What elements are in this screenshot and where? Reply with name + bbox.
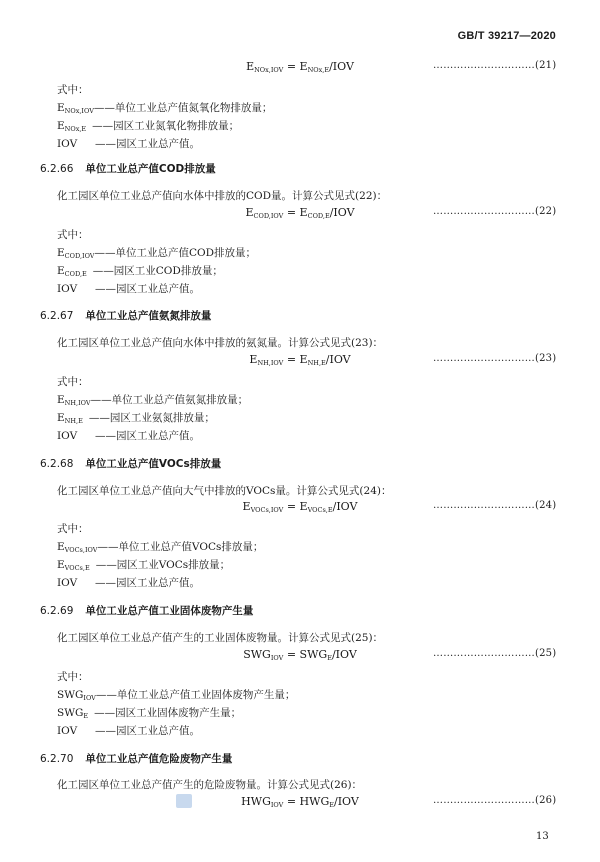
equation-26 bbox=[0, 795, 600, 811]
legend-symbol: IOV bbox=[57, 430, 78, 442]
legend-symbol: IOV bbox=[57, 725, 78, 737]
section-number: 6.2.70 bbox=[40, 753, 74, 765]
legend-subscript: NH,E bbox=[64, 417, 83, 425]
where-label: 式中： bbox=[57, 229, 89, 241]
legend-text: ——单位工业总产值氮氧化物排放量； bbox=[93, 102, 273, 114]
formula-rhs-subscript: NOx,E bbox=[307, 66, 330, 74]
formula-divisor: /IOV bbox=[329, 206, 355, 219]
paragraph: 化工园区单位工业总产值产生的危险废物量。计算公式见式(26)： bbox=[57, 779, 363, 791]
legend-subscript: VOCs,IOV bbox=[64, 546, 98, 554]
legend-text: ——园区工业氨氮排放量； bbox=[88, 412, 215, 424]
legend-subscript: COD,E bbox=[64, 270, 87, 278]
legend-symbol: SWG bbox=[57, 707, 84, 719]
formula-lhs-subscript: COD,IOV bbox=[253, 212, 284, 220]
equation-21 bbox=[0, 60, 600, 76]
legend-text: ——园区工业总产值。 bbox=[95, 283, 200, 295]
section-heading-6-2-67 bbox=[40, 308, 211, 323]
paragraph: 化工园区单位工业总产值向大气中排放的VOCs量。计算公式见式(24)： bbox=[57, 485, 392, 497]
formula-divisor: /IOV bbox=[325, 353, 351, 366]
section-number: 6.2.67 bbox=[40, 310, 74, 322]
section-number: 6.2.68 bbox=[40, 458, 74, 470]
formula-lhs: E bbox=[242, 500, 251, 513]
legend-symbol: IOV bbox=[57, 577, 78, 589]
legend-text: ——园区工业总产值。 bbox=[95, 430, 200, 442]
legend-item bbox=[57, 575, 200, 590]
legend-text: ——园区工业总产值。 bbox=[95, 138, 200, 150]
legend-item bbox=[57, 281, 200, 296]
formula-lhs: E bbox=[245, 206, 254, 219]
page-number: 13 bbox=[536, 831, 549, 842]
paragraph: 化工园区单位工业总产值向水体中排放的氨氮量。计算公式见式(23)： bbox=[57, 337, 384, 349]
legend-item bbox=[57, 410, 215, 425]
section-heading-6-2-68 bbox=[40, 456, 221, 471]
legend-text: ——单位工业总产值COD排放量； bbox=[94, 247, 257, 259]
equation-number: …………………………(21) bbox=[433, 60, 557, 71]
section-heading-6-2-66 bbox=[40, 161, 216, 176]
formula-divisor: /IOV bbox=[331, 648, 357, 661]
legend-symbol: E bbox=[57, 247, 65, 259]
legend-subscript: NOx,E bbox=[64, 125, 87, 133]
equation-number: …………………………(25) bbox=[433, 648, 557, 659]
equation-24 bbox=[0, 500, 600, 516]
formula-lhs: E bbox=[249, 353, 258, 366]
formula-lhs-subscript: VOCs,IOV bbox=[250, 506, 284, 514]
section-number: 6.2.69 bbox=[40, 605, 74, 617]
legend-symbol: SWG bbox=[57, 689, 84, 701]
watermark-stamp bbox=[176, 794, 192, 808]
formula-rhs: = SWG bbox=[283, 648, 328, 661]
legend-subscript: E bbox=[83, 712, 89, 720]
equation-22 bbox=[0, 206, 600, 222]
formula-rhs-subscript: NH,E bbox=[307, 359, 326, 367]
section-title: 单位工业总产值氨氮排放量 bbox=[85, 310, 212, 322]
page-header: GB/T 39217—2020 bbox=[457, 30, 556, 42]
legend-item bbox=[57, 136, 200, 151]
section-title: 单位工业总产值VOCs排放量 bbox=[85, 458, 222, 470]
formula-lhs-subscript: IOV bbox=[270, 801, 284, 809]
legend-subscript: IOV bbox=[83, 694, 96, 702]
section-title: 单位工业总产值危险废物产生量 bbox=[85, 753, 233, 765]
formula-divisor: /IOV bbox=[332, 500, 358, 513]
where-label: 式中： bbox=[57, 84, 89, 96]
equation-number: …………………………(24) bbox=[433, 500, 557, 511]
legend-text: ——园区工业总产值。 bbox=[95, 577, 200, 589]
formula-divisor: /IOV bbox=[329, 60, 354, 73]
legend-symbol: E bbox=[57, 559, 65, 571]
section-heading-6-2-70 bbox=[40, 751, 232, 766]
formula-rhs-subscript: E bbox=[329, 801, 334, 809]
legend-item bbox=[57, 392, 248, 407]
section-number: 6.2.66 bbox=[40, 163, 74, 175]
legend-subscript: NH,IOV bbox=[64, 399, 91, 407]
legend-item bbox=[57, 428, 200, 443]
legend-symbol: E bbox=[57, 394, 65, 406]
legend-item bbox=[57, 118, 239, 133]
legend-subscript: NOx,IOV bbox=[64, 107, 94, 115]
legend-subscript: COD,IOV bbox=[64, 252, 95, 260]
section-heading-6-2-69 bbox=[40, 603, 253, 618]
formula-divisor: /IOV bbox=[334, 795, 359, 808]
section-title: 单位工业总产值COD排放量 bbox=[85, 163, 216, 175]
legend-item bbox=[57, 705, 241, 720]
legend-text: ——园区工业总产值。 bbox=[95, 725, 200, 737]
legend-symbol: E bbox=[57, 120, 65, 132]
legend-text: ——园区工业固体废物产生量； bbox=[94, 707, 242, 719]
formula-rhs-subscript: COD,E bbox=[307, 212, 330, 220]
formula-lhs-subscript: NOx,IOV bbox=[254, 66, 284, 74]
equation-number: …………………………(23) bbox=[433, 353, 557, 364]
where-label: 式中： bbox=[57, 523, 89, 535]
legend-text: ——园区工业氮氧化物排放量； bbox=[92, 120, 240, 132]
formula-lhs-subscript: NH,IOV bbox=[257, 359, 284, 367]
legend-text: ——单位工业总产值VOCs排放量； bbox=[97, 541, 264, 553]
equation-23 bbox=[0, 353, 600, 369]
formula-lhs: E bbox=[246, 60, 255, 73]
legend-text: ——单位工业总产值工业固体废物产生量； bbox=[95, 689, 296, 701]
formula-rhs: = E bbox=[283, 500, 308, 513]
where-label: 式中： bbox=[57, 376, 89, 388]
paragraph: 化工园区单位工业总产值产生的工业固体废物量。计算公式见式(25)： bbox=[57, 632, 384, 644]
legend-item bbox=[57, 687, 295, 702]
legend-symbol: IOV bbox=[57, 283, 78, 295]
legend-text: ——园区工业VOCs排放量； bbox=[95, 559, 231, 571]
formula-rhs: = E bbox=[283, 353, 308, 366]
formula-rhs: = E bbox=[283, 206, 308, 219]
equation-number: …………………………(22) bbox=[433, 206, 557, 217]
formula-rhs: = HWG bbox=[283, 795, 330, 808]
legend-subscript: VOCs,E bbox=[64, 564, 90, 572]
formula-lhs: HWG bbox=[241, 795, 271, 808]
formula-rhs: = E bbox=[283, 60, 308, 73]
section-title: 单位工业总产值工业固体废物产生量 bbox=[85, 605, 254, 617]
legend-item bbox=[57, 263, 223, 278]
formula-rhs-subscript: VOCs,E bbox=[307, 506, 333, 514]
legend-item bbox=[57, 245, 256, 260]
legend-text: ——园区工业COD排放量； bbox=[92, 265, 223, 277]
legend-symbol: E bbox=[57, 265, 65, 277]
formula-lhs-subscript: IOV bbox=[270, 654, 284, 662]
legend-text: ——单位工业总产值氨氮排放量； bbox=[90, 394, 249, 406]
equation-number: …………………………(26) bbox=[433, 795, 557, 806]
formula-lhs: SWG bbox=[243, 648, 271, 661]
where-label: 式中： bbox=[57, 671, 89, 683]
legend-item bbox=[57, 557, 230, 572]
legend-item bbox=[57, 539, 263, 554]
equation-25 bbox=[0, 648, 600, 664]
legend-symbol: E bbox=[57, 102, 65, 114]
formula-rhs-subscript: E bbox=[327, 654, 332, 662]
legend-symbol: E bbox=[57, 412, 65, 424]
legend-item bbox=[57, 723, 200, 738]
paragraph: 化工园区单位工业总产值向水体中排放的COD量。计算公式见式(22)： bbox=[57, 190, 388, 202]
legend-item bbox=[57, 100, 272, 115]
legend-symbol: IOV bbox=[57, 138, 78, 150]
legend-symbol: E bbox=[57, 541, 65, 553]
